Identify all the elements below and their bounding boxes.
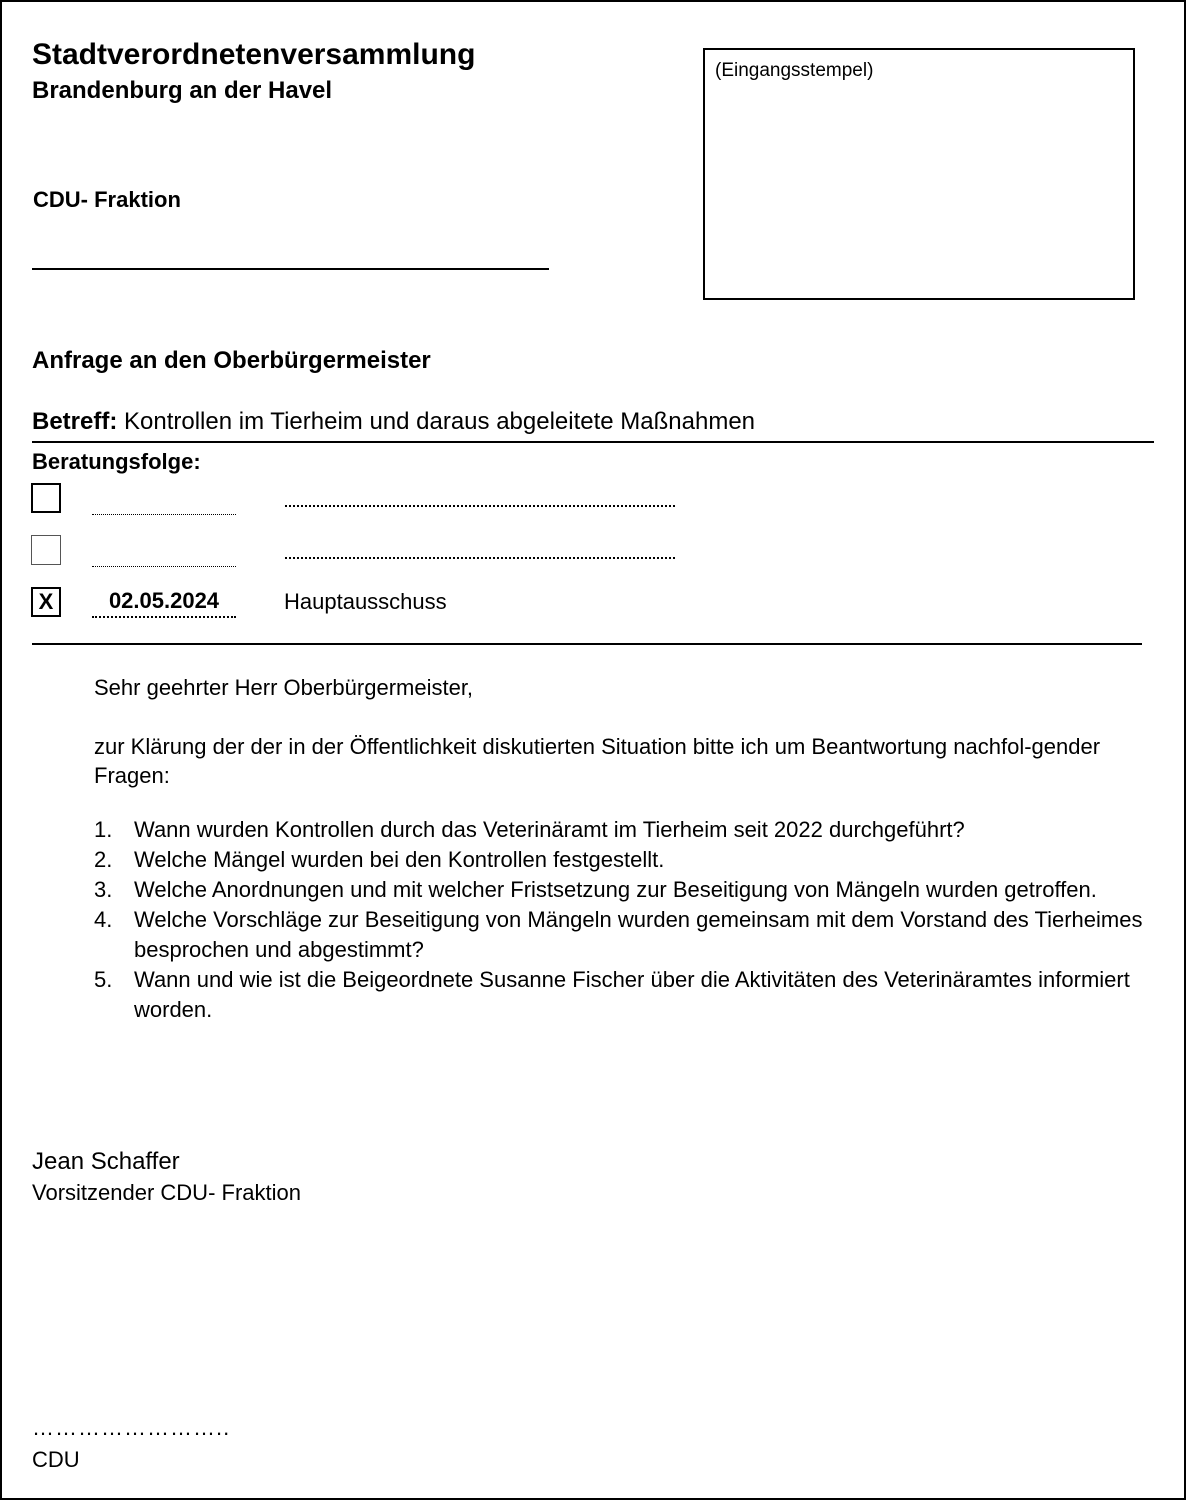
question-item bbox=[94, 845, 1144, 875]
question-text: Welche Anordnungen und mit welcher Fristsetzung zur Beseitigung von Mängeln wurden getroffen. bbox=[134, 877, 1097, 902]
advice-date-2 bbox=[92, 538, 236, 567]
question-item bbox=[94, 905, 1144, 965]
advice-committee-3: Hauptausschuss bbox=[284, 589, 447, 614]
advice-committee-line-1 bbox=[285, 505, 675, 507]
question-item bbox=[94, 965, 1144, 1025]
org-title: Stadtverordnetenversammlung bbox=[32, 38, 476, 71]
question-item bbox=[94, 875, 1144, 905]
question-text: Welche Mängel wurden bei den Kontrollen festgestellt. bbox=[134, 847, 665, 872]
advice-date-3: 02.05.2024 bbox=[92, 588, 236, 618]
signer-name: Jean Schaffer bbox=[32, 1148, 180, 1175]
advice-rule bbox=[32, 643, 1142, 645]
advice-checkbox-1[interactable] bbox=[31, 483, 61, 513]
question-number: 4. bbox=[94, 907, 113, 932]
question-text: Wann wurden Kontrollen durch das Veterinäramt im Tierheim seit 2022 durchgeführt? bbox=[134, 817, 965, 842]
salutation: Sehr geehrter Herr Oberbürgermeister, bbox=[94, 675, 474, 700]
question-item bbox=[94, 815, 1144, 845]
subject-rule bbox=[32, 441, 1154, 443]
question-list bbox=[94, 815, 1144, 1025]
question-number: 1. bbox=[94, 817, 113, 842]
stamp-label: (Eingangsstempel) bbox=[715, 60, 874, 81]
party-name: CDU bbox=[32, 1447, 80, 1472]
advice-committee-line-2 bbox=[285, 557, 675, 559]
signature-line: …………………….. bbox=[32, 1415, 231, 1440]
advice-sequence-label: Beratungsfolge: bbox=[32, 449, 201, 474]
question-text: Wann und wie ist die Beigeordnete Susanne Fischer über die Aktivitäten des Veterinäramtes informiert worden. bbox=[134, 967, 1130, 1022]
advice-checkbox-2[interactable] bbox=[31, 535, 61, 565]
question-number: 2. bbox=[94, 847, 113, 872]
org-city: Brandenburg an der Havel bbox=[32, 77, 333, 104]
intro-paragraph: zur Klärung der der in der Öffentlichkeit diskutierten Situation bitte ich um Beantwortung nachfol-gender Fragen: bbox=[94, 734, 1101, 788]
advice-checkbox-3[interactable]: X bbox=[31, 587, 61, 617]
subject-line bbox=[32, 408, 755, 436]
question-number: 3. bbox=[94, 877, 113, 902]
signer-role: Vorsitzender CDU- Fraktion bbox=[32, 1180, 301, 1205]
receipt-stamp-box bbox=[703, 48, 1135, 300]
subject-label: Betreff: bbox=[32, 408, 118, 435]
question-number: 5. bbox=[94, 967, 113, 992]
advice-date-1 bbox=[92, 486, 236, 515]
faction-name: CDU- Fraktion bbox=[33, 187, 181, 212]
request-title: Anfrage an den Oberbürgermeister bbox=[32, 347, 431, 374]
subject-text: Kontrollen im Tierheim und daraus abgeleitete Maßnahmen bbox=[117, 408, 756, 435]
question-text: Welche Vorschläge zur Beseitigung von Mängeln wurden gemeinsam mit dem Vorstand des Tierheimes besprochen und abgestimmt? bbox=[134, 907, 1143, 962]
header-separator bbox=[32, 268, 549, 270]
